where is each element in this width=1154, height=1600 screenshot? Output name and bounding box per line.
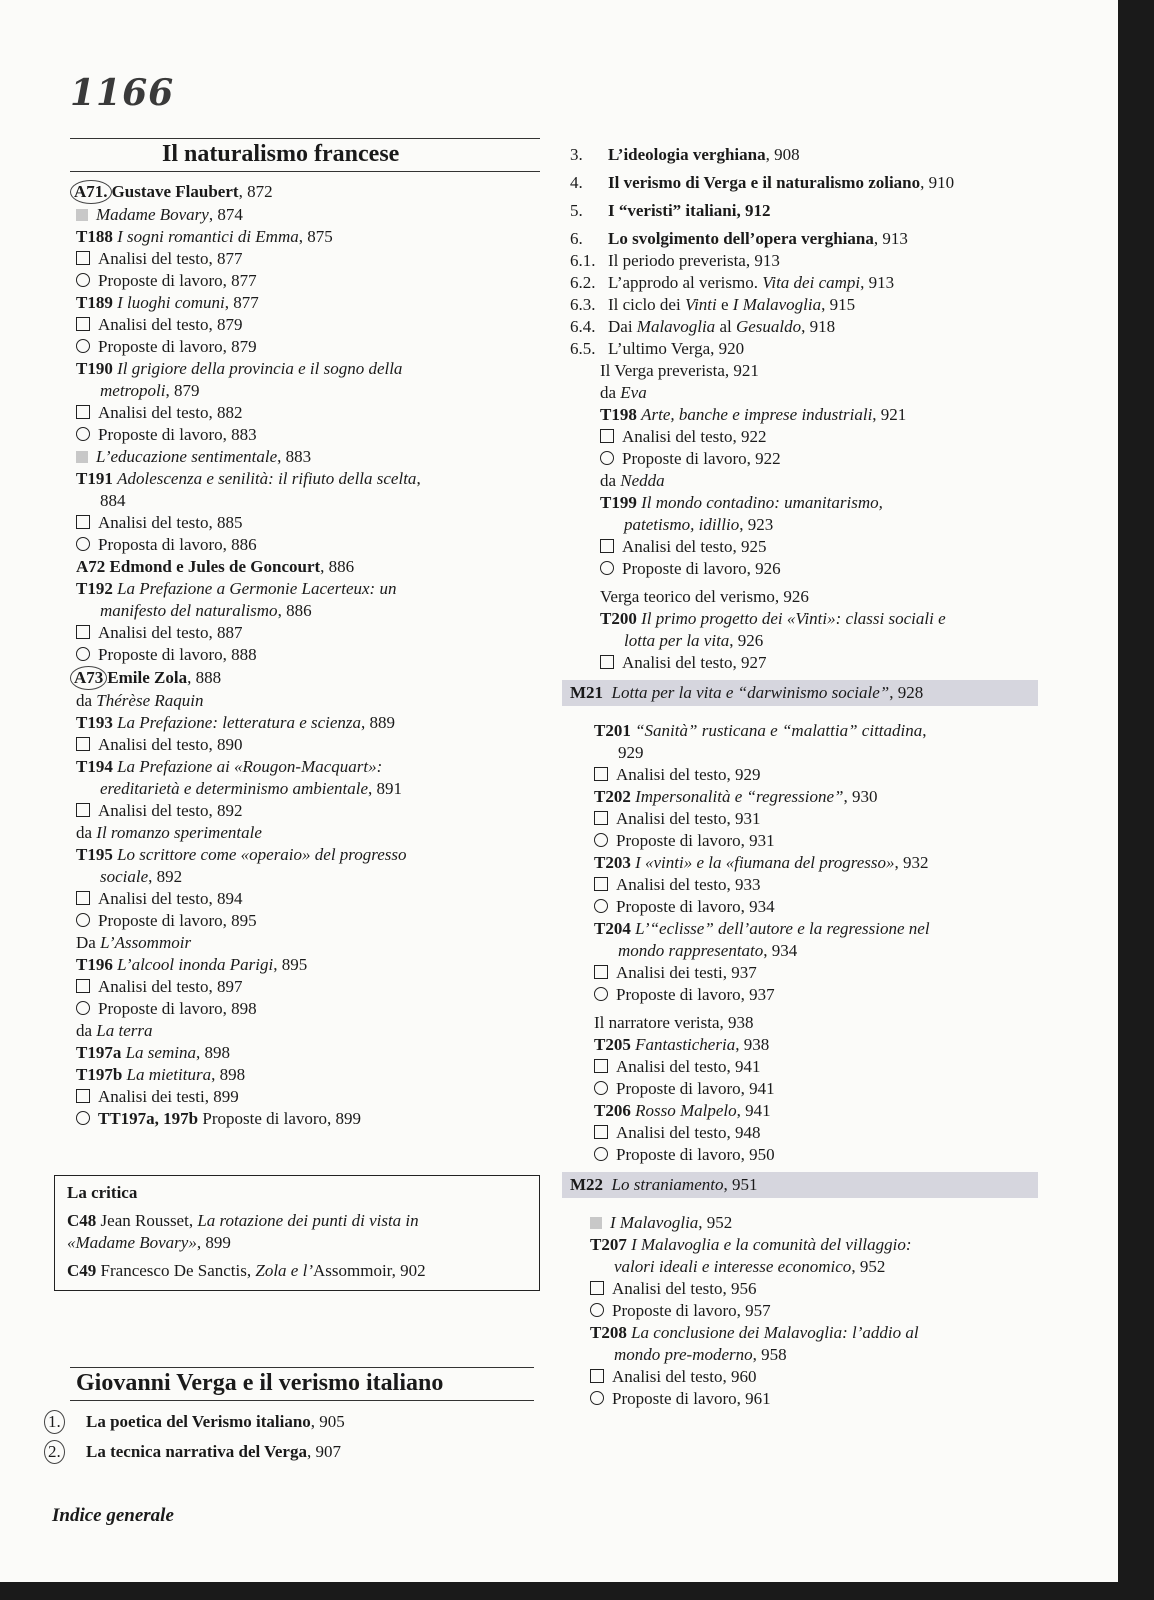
section-heading-naturalismo: Il naturalismo francese [70,138,540,172]
entry-r4[interactable]: 4. Il verismo di Verga e il naturalismo zoliano, 910 [570,173,955,192]
square-outline-icon [594,1059,608,1073]
entry-t202-analisi[interactable]: Analisi del testo, 931 [594,808,1070,830]
entry-raquin[interactable]: da Thérèse Raquin [76,691,204,710]
entry-r65[interactable]: 6.5. L’ultimo Verga, 920 [570,339,745,358]
entry-t199[interactable]: T199 Il mondo contadino: umanitarismo, [600,493,883,512]
entry-assommoir[interactable]: Da L’Assommoir [76,933,192,952]
entry-t196[interactable]: T196 L’alcool inonda Parigi, 895 [76,955,308,974]
entry-t199-proposte[interactable]: Proposte di lavoro, 926 [600,558,1070,580]
square-outline-icon [76,803,90,817]
right-column: 3. L’ideologia verghiana, 908 4. Il verismo di Verga e il naturalismo zoliano, 910 5. I “veristi” italiani, 912 6. Lo svolgimento dell’opera verghiana, 913 6.1. Il periodo preverista, 913 6.2. L’approdo al verismo. Vita dei campi, 913 6.3. Il ciclo dei Vinti e I Malavoglia, 915 6.4. Dai Malavoglia al Gesualdo, 918 6.5. L’ultimo Verga, 920 Il Verga preverista, 921 da Eva T198 Arte, banche e imprese industriali, 921 Analisi del testo, 922 Proposte di lavoro, 922 da Nedda T199 Il mondo contadino: umanitarismo, patetismo, idillio, 923 Analisi del testo, 925 Proposte di lavoro, 926 Verga teorico del verismo, 926 T200 Il primo progetto dei «Vinti»: classi sociali e lotta per la vita, 926 Analisi del testo, 927 M21 Lotta per la vita e “darwinismo sociale”, 928 T201 “Sanità” rusticana e “malattia” cittadina, 929 Analisi del testo, 929 T202 Impersonalità e “regressione”, 930 Analisi del testo, 931 Proposte di lavoro, 931 T203 I «vinti» e la «fiumana del progresso», 932 Analisi del testo, 933 Proposte di lavoro, 934 T204 L’“eclisse” dell’autore e la regressione nel mondo rappresentato, 934 Analisi dei testi, 937 Proposte di lavoro, 937 Il narratore verista, 938 T205 Fantasticheria, 938 Analisi del testo, 941 Proposte di lavoro, 941 T206 Rosso Malpelo, 941 Analisi del testo, 948 Proposte di lavoro, 950 M22 Lo straniamento, 951 I Malavoglia, 952 T207 I Malavoglia e la comunità del villaggio: valori ideali e interesse economico, 952 Analisi del testo, 956 Proposte di lavoro, 957 T208 La conclusione dei Malavoglia: l’addio al mondo pre-moderno, 958 Analisi del testo, 960 Proposte di lavoro, 961 [570,144,1070,1410]
square-outline-icon [76,515,90,529]
entry-romanzo[interactable]: da Il romanzo sperimentale [76,823,262,842]
square-outline-icon [590,1369,604,1383]
square-outline-icon [594,877,608,891]
entry-t195[interactable]: T195 Lo scrittore come «operaio» del progresso [76,845,407,864]
entry-c48[interactable]: C48 Jean Rousset, La rotazione dei punti di vista in [67,1211,419,1230]
square-outline-icon [76,1089,90,1103]
circle-outline-icon [594,987,608,1001]
entry-narratore[interactable]: Il narratore verista, 938 [594,1013,754,1032]
entry-r5[interactable]: 5. I “veristi” italiani, 912 [570,201,771,220]
circle-outline-icon [594,1147,608,1161]
entry-terra[interactable]: da La terra [76,1021,153,1040]
entry-preverista[interactable]: Il Verga preverista, 921 [600,361,759,380]
entry-t208-proposte[interactable]: Proposte di lavoro, 961 [590,1388,1070,1410]
entry-v1[interactable]: 1. La poetica del Verismo italiano, 905 [50,1410,530,1434]
entry-t191-proposta[interactable]: Proposta di lavoro, 886 [76,534,546,556]
entry-t204-analisi[interactable]: Analisi dei testi, 937 [594,962,1070,984]
entry-t194-analisi[interactable]: Analisi del testo, 892 [76,800,546,822]
entry-t189[interactable]: T189 I luoghi comuni, 877 [76,293,259,312]
circle-outline-icon [594,899,608,913]
circle-outline-icon [76,273,90,287]
entry-r61[interactable]: 6.1. Il periodo preverista, 913 [570,251,780,270]
entry-t203-analisi[interactable]: Analisi del testo, 933 [594,874,1070,896]
gray-square-icon [76,209,88,221]
entry-t205[interactable]: T205 Fantasticheria, 938 [594,1035,770,1054]
entry-t190-proposte[interactable]: Proposte di lavoro, 883 [76,424,546,446]
entry-t197b[interactable]: T197b La mietitura, 898 [76,1065,246,1084]
square-outline-icon [76,405,90,419]
entry-t188-analisi[interactable]: Analisi del testo, 877 [76,248,546,270]
entry-t193[interactable]: T193 La Prefazione: letteratura e scienza, 889 [76,713,396,732]
entry-t201[interactable]: T201 “Sanità” rusticana e “malattia” cittadina, [594,721,927,740]
entry-a73[interactable]: A73 Emile Zola, 888 [76,666,546,690]
entry-t197-proposte[interactable]: TT197a, 197b Proposte di lavoro, 899 [76,1108,546,1130]
entry-t204[interactable]: T204 L’“eclisse” dell’autore e la regressione nel [594,919,930,938]
entry-a71[interactable]: A71. Gustave Flaubert, 872 [76,180,546,204]
square-outline-icon [594,811,608,825]
entry-t192-analisi[interactable]: Analisi del testo, 887 [76,622,546,644]
page-number: 1166 [70,72,175,114]
entry-t195-analisi[interactable]: Analisi del testo, 894 [76,888,546,910]
entry-bovary[interactable]: Madame Bovary, 874 [76,204,546,226]
circle-outline-icon [76,1001,90,1015]
footer-label: Indice generale [52,1505,174,1526]
m21-band[interactable]: M21 Lotta per la vita e “darwinismo sociale”, 928 [562,680,1038,706]
entry-nedda[interactable]: da Nedda [600,471,665,490]
critica-title: La critica [67,1183,138,1202]
entry-eva[interactable]: da Eva [600,383,647,402]
entry-t198-proposte[interactable]: Proposte di lavoro, 922 [600,448,1070,470]
entry-t198[interactable]: T198 Arte, banche e imprese industriali, 921 [600,405,907,424]
entry-t207-proposte[interactable]: Proposte di lavoro, 957 [590,1300,1070,1322]
entry-educazione[interactable]: L’educazione sentimentale, 883 [76,446,546,468]
section-heading-verga: Giovanni Verga e il verismo italiano [70,1367,534,1401]
entry-t208[interactable]: T208 La conclusione dei Malavoglia: l’addio al [590,1323,919,1342]
entry-t190-analisi[interactable]: Analisi del testo, 882 [76,402,546,424]
circle-outline-icon [590,1303,604,1317]
entry-malavoglia[interactable]: I Malavoglia, 952 [590,1212,1070,1234]
verga-chapters [50,1410,530,1464]
entry-t196-proposte[interactable]: Proposte di lavoro, 898 [76,998,546,1020]
entry-t207[interactable]: T207 I Malavoglia e la comunità del villaggio: [590,1235,912,1254]
entry-t205-analisi[interactable]: Analisi del testo, 941 [594,1056,1070,1078]
circle-outline-icon [590,1391,604,1405]
circle-outline-icon [76,339,90,353]
entry-t191[interactable]: T191 Adolescenza e senilità: il rifiuto della scelta, [76,469,421,488]
square-outline-icon [590,1281,604,1295]
square-outline-icon [600,655,614,669]
entry-t205-proposte[interactable]: Proposte di lavoro, 941 [594,1078,1070,1100]
m22-band[interactable]: M22 Lo straniamento, 951 [562,1172,1038,1198]
square-outline-icon [76,979,90,993]
entry-a72[interactable]: A72 Edmond e Jules de Goncourt, 886 [76,557,355,576]
entry-t206-proposte[interactable]: Proposte di lavoro, 950 [594,1144,1070,1166]
entry-t195-proposte[interactable]: Proposte di lavoro, 895 [76,910,546,932]
square-outline-icon [600,539,614,553]
entry-t199-analisi[interactable]: Analisi del testo, 925 [600,536,1070,558]
entry-t192-proposte[interactable]: Proposte di lavoro, 888 [76,644,546,666]
square-outline-icon [600,429,614,443]
entry-t197-analisi[interactable]: Analisi dei testi, 899 [76,1086,546,1108]
entry-t204-proposte[interactable]: Proposte di lavoro, 937 [594,984,1070,1006]
entry-t191-analisi[interactable]: Analisi del testo, 885 [76,512,546,534]
entry-t189-analisi[interactable]: Analisi del testo, 879 [76,314,546,336]
entry-r6[interactable]: 6. Lo svolgimento dell’opera verghiana, 913 [570,229,908,248]
left-column: A71. Gustave Flaubert, 872 Madame Bovary, 874 T188 I sogni romantici di Emma, 875 Analisi del testo, 877 Proposte di lavoro, 877 T189 I luoghi comuni, 877 Analisi del testo, 879 Proposte di lavoro, 879 T190 Il grigiore della provincia e il sogno della metropoli, 879 Analisi del testo, 882 Proposte di lavoro, 883 L’educazione sentimentale, 883 T191 Adolescenza e senilità: il rifiuto della scelta, 884 Analisi del testo, 885 Proposta di lavoro, 886 A72 Edmond e Jules de Goncourt, 886 T192 La Prefazione a Germonie Lacerteux: un manifesto del naturalismo, 886 Analisi del testo, 887 Proposte di lavoro, 888 A73 Emile Zola, 888 da Thérèse Raquin T193 La Prefazione: letteratura e scienza, 889 Analisi del testo, 890 T194 La Prefazione ai «Rougon-Macquart»: ereditarietà e determinismo ambientale, 891 Analisi del testo, 892 da Il romanzo sperimentale T195 Lo scrittore come «operaio» del progresso sociale, 892 Analisi del testo, 894 Proposte di lavoro, 895 Da L’Assommoir T196 L’alcool inonda Parigi, 895 Analisi del testo, 897 Proposte di lavoro, 898 da La terra T197a La semina, 898 T197b La mietitura, 898 Analisi dei testi, 899 TT197a, 197b Proposte di lavoro, 899 [76,180,546,1130]
entry-teorico[interactable]: Verga teorico del verismo, 926 [600,587,809,606]
entry-r3[interactable]: 3. L’ideologia verghiana, 908 [570,145,800,164]
entry-t206[interactable]: T206 Rosso Malpelo, 941 [594,1101,771,1120]
square-outline-icon [594,965,608,979]
entry-t193-analisi[interactable]: Analisi del testo, 890 [76,734,546,756]
entry-t189-proposte[interactable]: Proposte di lavoro, 879 [76,336,546,358]
entry-t207-analisi[interactable]: Analisi del testo, 956 [590,1278,1070,1300]
entry-t192[interactable]: T192 La Prefazione a Germonie Lacerteux: un [76,579,397,598]
circle-outline-icon [76,537,90,551]
entry-t188[interactable]: T188 I sogni romantici di Emma, 875 [76,227,333,246]
circle-outline-icon [76,427,90,441]
square-outline-icon [594,1125,608,1139]
circle-outline-icon [594,833,608,847]
square-outline-icon [76,317,90,331]
entry-v2[interactable]: 2. La tecnica narrativa del Verga, 907 [50,1440,530,1464]
circle-outline-icon [600,451,614,465]
entry-t203-proposte[interactable]: Proposte di lavoro, 934 [594,896,1070,918]
circle-outline-icon [600,561,614,575]
entry-t202-proposte[interactable]: Proposte di lavoro, 931 [594,830,1070,852]
square-outline-icon [594,767,608,781]
entry-t198-analisi[interactable]: Analisi del testo, 922 [600,426,1070,448]
entry-t194[interactable]: T194 La Prefazione ai «Rougon-Macquart»: [76,757,383,776]
circle-outline-icon [76,647,90,661]
entry-r64[interactable]: 6.4. Dai Malavoglia al Gesualdo, 918 [570,317,836,336]
entry-t203[interactable]: T203 I «vinti» e la «fiumana del progresso», 932 [594,853,929,872]
entry-r62[interactable]: 6.2. L’approdo al verismo. Vita dei campi, 913 [570,273,895,292]
entry-t206-analisi[interactable]: Analisi del testo, 948 [594,1122,1070,1144]
square-outline-icon [76,625,90,639]
entry-t196-analisi[interactable]: Analisi del testo, 897 [76,976,546,998]
entry-t208-analisi[interactable]: Analisi del testo, 960 [590,1366,1070,1388]
entry-c49[interactable]: C49 Francesco De Sanctis, Zola e l’Assommoir, 902 [67,1261,426,1280]
square-outline-icon [76,737,90,751]
gray-square-icon [76,451,88,463]
square-outline-icon [76,251,90,265]
circle-outline-icon [76,1111,90,1125]
entry-t202[interactable]: T202 Impersonalità e “regressione”, 930 [594,787,878,806]
critica-box: La critica C48 Jean Rousset, La rotazione dei punti di vista in «Madame Bovary», 899 C49 Francesco De Sanctis, Zola e l’Assommoir, 902 [54,1175,540,1291]
entry-t197a[interactable]: T197a La semina, 898 [76,1043,230,1062]
entry-t201-analisi[interactable]: Analisi del testo, 929 [594,764,1070,786]
entry-t200[interactable]: T200 Il primo progetto dei «Vinti»: classi sociali e [600,609,946,628]
entry-t200-analisi[interactable]: Analisi del testo, 927 [600,652,1070,674]
square-outline-icon [76,891,90,905]
entry-t190[interactable]: T190 Il grigiore della provincia e il sogno della [76,359,403,378]
gray-square-icon [590,1217,602,1229]
circle-outline-icon [76,913,90,927]
entry-r63[interactable]: 6.3. Il ciclo dei Vinti e I Malavoglia, 915 [570,295,856,314]
circle-outline-icon [594,1081,608,1095]
entry-t188-proposte[interactable]: Proposte di lavoro, 877 [76,270,546,292]
